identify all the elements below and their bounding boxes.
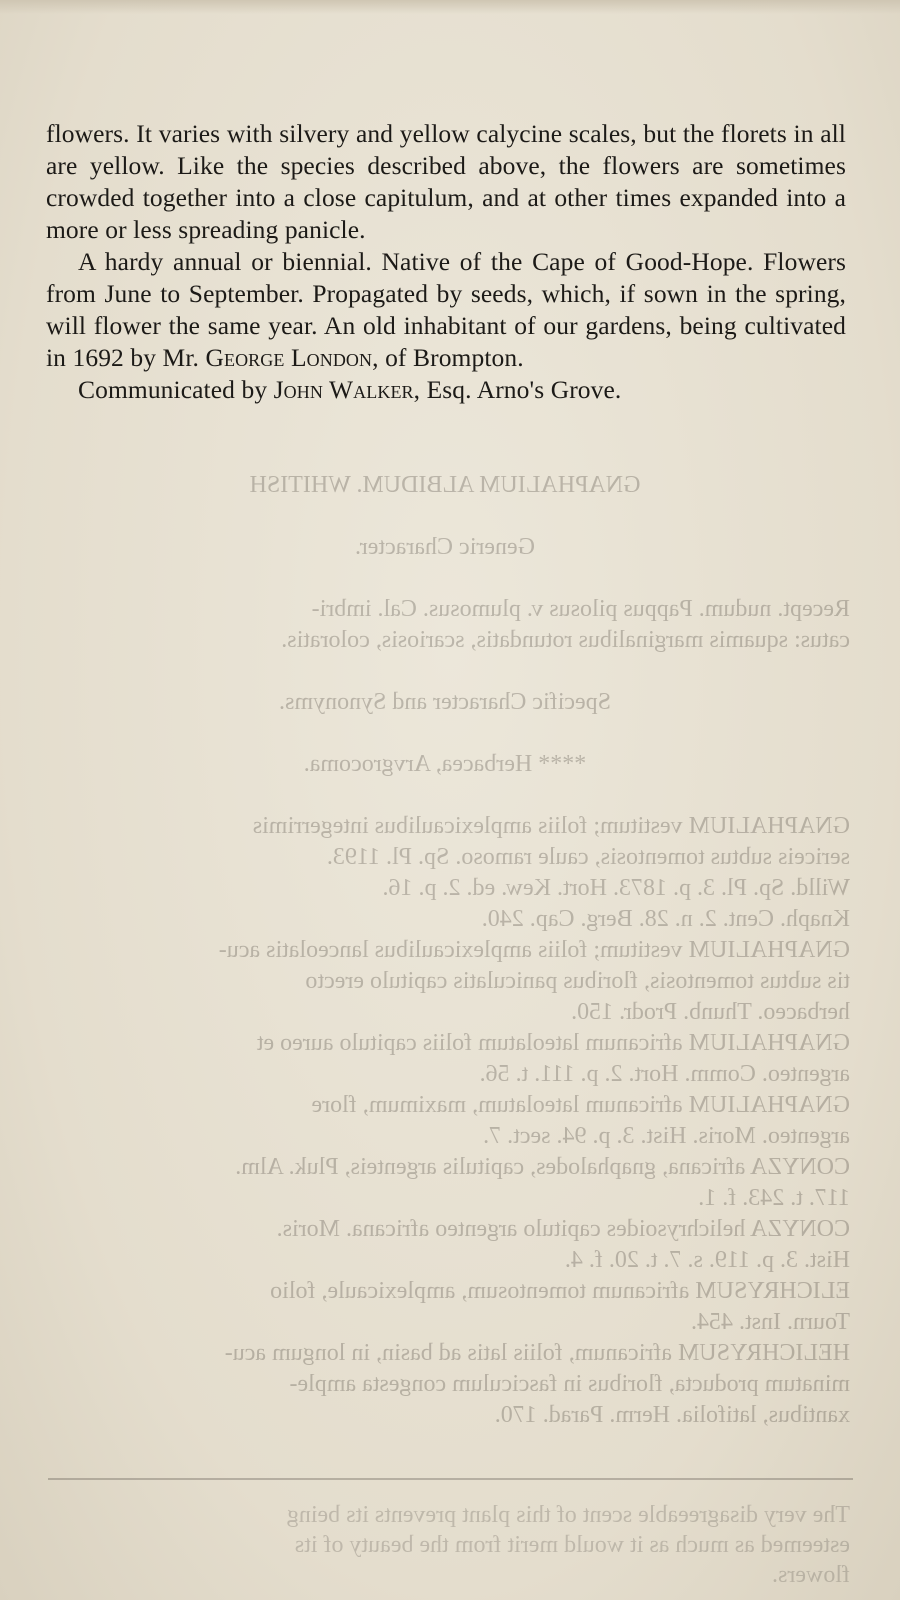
person-name-london: George London	[205, 343, 373, 372]
reverse-footnote-show-through: The very disagreeable scent of this plant prevents its being esteemed as much as it would merit from the beauty of its flowers.	[286, 1502, 850, 1588]
paragraph-description: flowers. It varies with silvery and yellow calycine scales, but the florets in all are yellow. Like the species described above, the flowers are sometimes crowded together into a close capitulum, and at other times expanded into a more or less spreading panicle.	[46, 119, 846, 244]
paragraph-habitat	[46, 246, 846, 374]
page-top-edge	[0, 0, 900, 14]
person-name-walker: John Walker	[273, 375, 414, 404]
divider-rule	[48, 1478, 853, 1480]
habitat-text: A hardy annual or biennial. Native of the Cape of Good-Hope. Flowers from June to September. Propagated by seeds, which, if sown in the spring, will flower the same year. An old inhabitant of our gardens, being cultivated in 1692 by Mr.	[46, 247, 846, 372]
communicated-text-end: , Esq. Arno's Grove.	[413, 375, 622, 404]
communicated-text: Communicated by	[78, 375, 274, 404]
body-text	[46, 118, 846, 406]
paragraph-communicated	[46, 374, 846, 406]
habitat-text-end: , of Brompton.	[372, 343, 524, 372]
reverse-page-show-through: GNAPHALIUM ALBIDUM. WHITISH Generic Character. Recept. nudum. Pappus pilosus v. plumosus. Cal. imbri- catus: squamis marginalibus rotundatis, scariosis, coloratis. Specific Character and Synonyms. **** Herbacea, Arvgrocoma. GNAPHALIUM vestitum; foliis amplexicaulibus integerrimis sericeis subtus tomentosis, caule ramoso. Sp. Pl. 1193. Willd. Sp. Pl. 3. p. 1873. Hort. Kew. ed. 2. p. 16. Knaph. Cent. 2. n. 28. Berg. Cap. 240. GNAPHALIUM vestitum; foliis amplexicaulibus lanceolatis acu- tis subtus tomentosis, floribus paniculatis capitulo erecto herbaceo. Thunb. Prodr. 150. GNAPHALIUM africanum lateolatum foliis capitulo aureo et argenteo. Comm. Hort. 2. p. 111. t. 56. GNAPHALIUM africanum lateolatum, maximum, flore argenteo. Moris. Hist. 3. p. 94. sect. 7. CONYZA africana, gnaphalodes, capitulis argenteis, Pluk. Alm. 117. t. 243. f. 1. CONYZA helichrysoides capitulo argenteo africana. Moris. Hist. 3. p. 119. s. 7. t. 20. f. 4. ELICHRYSUM africanum tomentosum, amplexicaule, folio Tourn. Inst. 454. HELICHRYSUM africanum, foliis latis ad basin, in longum acu- minatum producta, floribus in fasciculum congesta ample- xantibus, latifolia. Herm. Parad. 170.	[218, 472, 850, 1428]
